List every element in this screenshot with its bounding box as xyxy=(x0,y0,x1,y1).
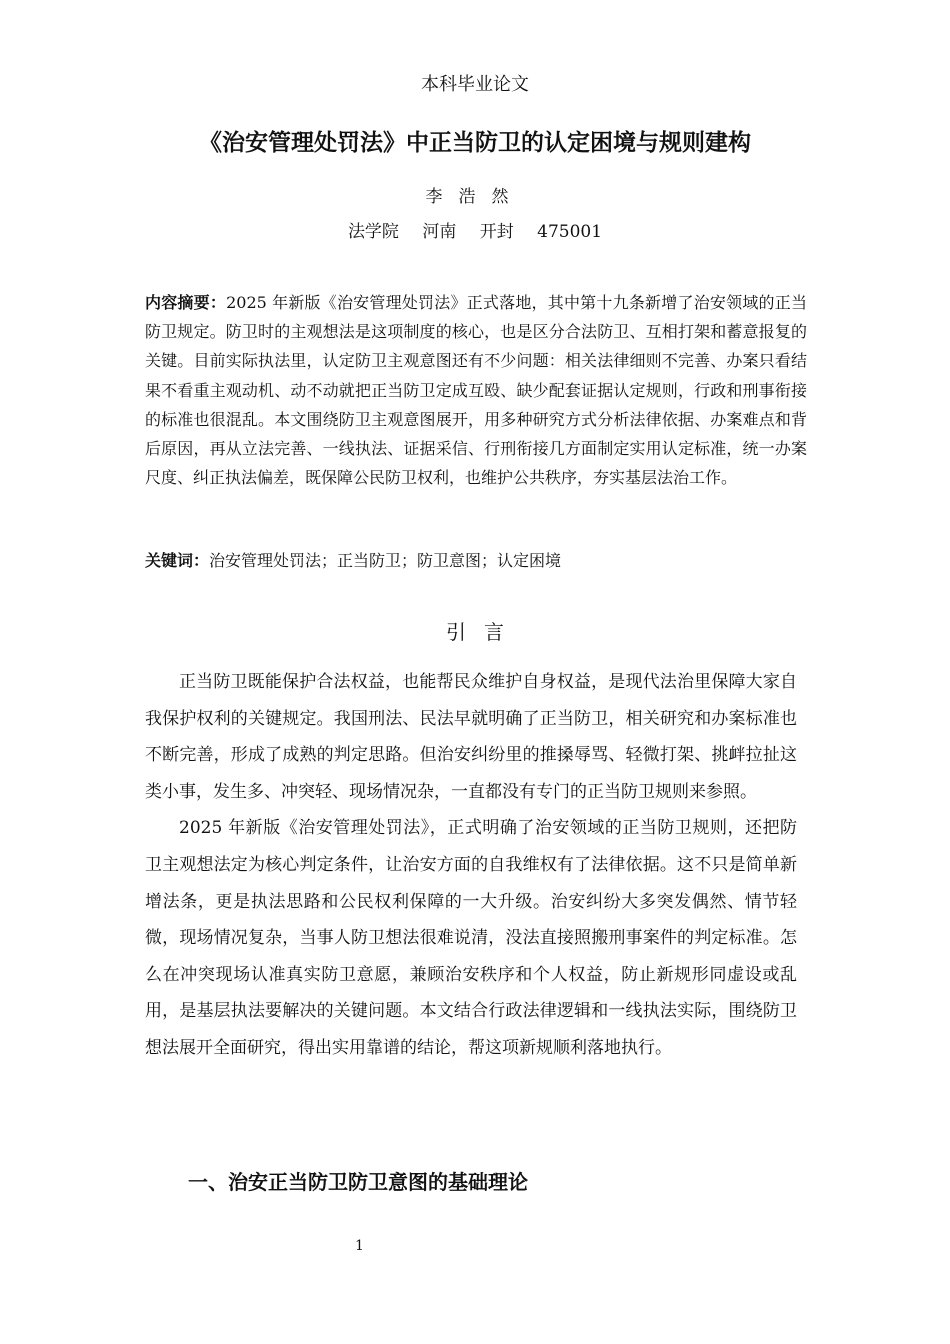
paragraph: 2025 年新版《治安管理处罚法》，正式明确了治安领域的正当防卫规则，还把防卫主观想法定为核心判定条件，让治安方面的自我维权有了法律依据。这不只是简单新增法条，更是执法思路和公民权利保障的一大升级。治安纠纷大多突发偶然、情节轻微，现场情况复杂，当事人防卫想法很难说清，没法直接照搬刑事案件的判定标准。怎么在冲突现场认准真实防卫意愿，兼顾治安秩序和个人权益，防止新规形同虚设或乱用，是基层执法要解决的关键问题。本文结合行政法律逻辑和一线执法实际，围绕防卫想法展开全面研究，得出实用靠谱的结论，帮这项新规顺利落地执行。 xyxy=(145,818,797,1058)
keywords-label: 关键词： xyxy=(145,551,210,570)
paper-title: 《治安管理处罚法》中正当防卫的认定困境与规则建构 xyxy=(199,130,751,156)
affiliation-school: 法学院 xyxy=(347,222,399,242)
abstract-text: 2025 年新版《治安管理处罚法》正式落地，其中第十九条新增了治安领域的正当防卫规定。防卫时的主观想法是这项制度的核心，也是区分合法防卫、互相打架和蓄意报复的关键。目前实际执法里，认定防卫主观意图还有不少问题：相关法律细则不完善、办案只看结果不看重主观动机、动不动就把正当防卫定成互殴、缺少配套证据认定规则，行政和刑事衔接的标准也很混乱。本文围绕防卫主观意图展开，用多种研究方式分析法律依据、办案难点和背后原因，再从立法完善、一线执法、证据采信、行刑衔接几方面制定实用认定标准，统一办案尺度、纠正执法偏差，既保障公民防卫权利，也维护公共秩序，夯实基层法治工作。 xyxy=(145,293,807,488)
affiliation-postcode: 475001 xyxy=(537,222,603,242)
keywords xyxy=(145,548,807,571)
keywords-text: 治安管理处罚法；正当防卫；防卫意图；认定困境 xyxy=(209,551,562,570)
affiliation-city: 开封 xyxy=(479,222,514,242)
abstract-label: 内容摘要： xyxy=(145,293,227,312)
page-number: 1 xyxy=(355,1238,364,1254)
affiliation xyxy=(0,217,950,242)
affiliation-province: 河南 xyxy=(422,222,457,242)
abstract xyxy=(145,288,807,492)
body-text xyxy=(145,664,797,1067)
author-name: 李浩然 xyxy=(425,187,525,207)
section-heading: 一、治安正当防卫防卫意图的基础理论 xyxy=(188,1170,528,1194)
introduction-heading: 引言 xyxy=(446,620,522,644)
paragraph: 正当防卫既能保护合法权益，也能帮民众维护自身权益，是现代法治里保障大家自我保护权利的关键规定。我国刑法、民法早就明确了正当防卫，相关研究和办案标准也不断完善，形成了成熟的判定思路。但治安纠纷里的推搡辱骂、轻微打架、挑衅拉扯这类小事，发生多、冲突轻、现场情况杂，一直都没有专门的正当防卫规则来参照。 xyxy=(145,672,797,802)
running-header: 本科毕业论文 xyxy=(421,74,529,95)
